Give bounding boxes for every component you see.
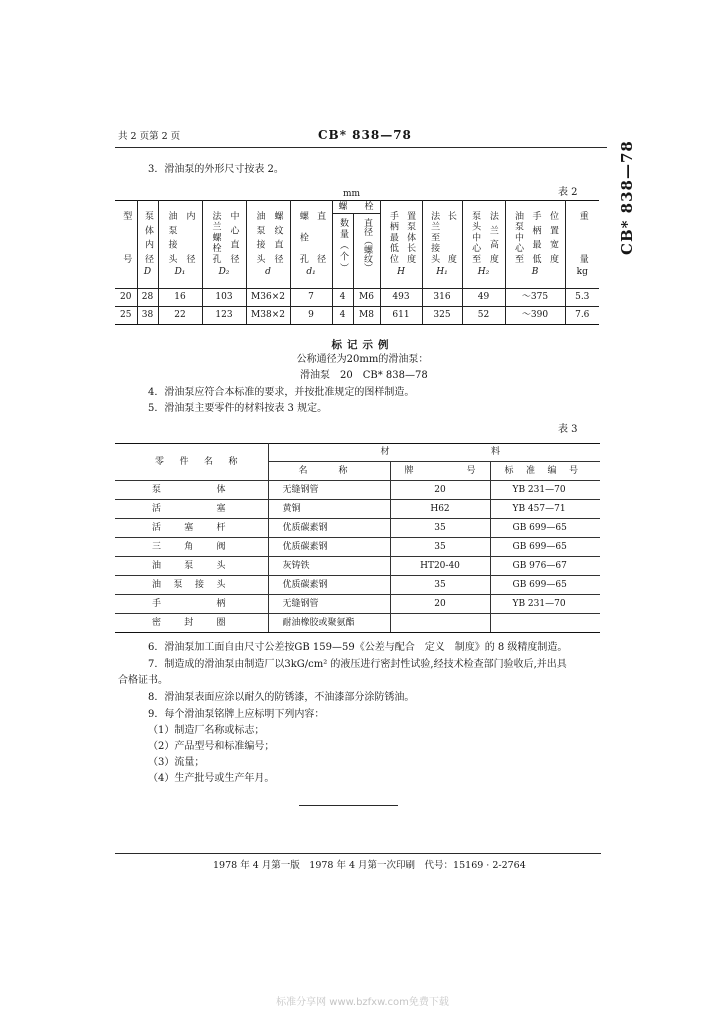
clause-7-line-1: 7．制造成的滑油泵由制造厂以3kG/cm² 的液压进行密封性试验,经技术检查部门验收后,并出具: [148, 659, 567, 670]
table-row: [115, 500, 600, 519]
clause-9-item: （4）生产批号或生产年月。: [148, 773, 275, 784]
bolt-group-header: 螺栓: [332, 201, 380, 214]
clause-4: 4．滑油泵应符合本标准的要求，并按批准规定的图样制造。: [148, 387, 415, 398]
table2-header-3: [202, 201, 246, 289]
table2-header-text-group: [381, 201, 422, 263]
table-cell: 5.3: [565, 289, 599, 307]
clause-7-line-2: 合格证书。: [118, 675, 168, 686]
table-cell: 三角阀: [115, 538, 268, 557]
table-cell: M6: [353, 289, 380, 307]
table-cell: 泵体: [115, 481, 268, 500]
table-row: [115, 614, 600, 633]
table2-header-text: 内径: [184, 211, 195, 263]
table2-header-text: 油泵接头: [166, 211, 177, 263]
table2-header-0: [115, 201, 137, 289]
table-cell: M8: [353, 307, 380, 325]
table2-header-text: 螺栓孔: [297, 211, 308, 263]
standard-code-header: CB* 838—78: [318, 128, 412, 142]
table-cell: [490, 614, 600, 633]
table-cell: 黄铜: [268, 500, 390, 519]
table2-header-text: 法兰高度: [487, 211, 498, 263]
clause-9-item: （1）制造厂名称或标志；: [148, 725, 265, 736]
table2-header-11: [505, 201, 565, 289]
table-row: [115, 595, 600, 614]
table3-header-row: [115, 444, 600, 462]
table2-header-symbol: D: [143, 267, 152, 277]
clause-8: 8．滑油泵表面应涂以耐久的防锈漆，不油漆部分涂防锈油。: [148, 692, 415, 703]
clause-3: 3．滑油泵的外形尺寸按表 2。: [148, 164, 284, 175]
table-cell: 20: [390, 595, 490, 614]
table-cell: 优质碳素钢: [268, 519, 390, 538]
table-cell: 4: [332, 307, 353, 325]
table-cell: 优质碳素钢: [268, 576, 390, 595]
clause-9-item: （3）流量；: [148, 757, 205, 768]
footer-divider: [115, 853, 601, 854]
dimension-table: [115, 200, 599, 325]
table3-caption: 表 3: [558, 424, 578, 435]
table-cell: 灰铸铁: [268, 557, 390, 576]
table-cell: 22: [158, 307, 202, 325]
table2-header-symbol: D₁: [174, 267, 186, 277]
table-cell: 123: [202, 307, 246, 325]
table2-header-9: [422, 201, 462, 289]
table-cell: 35: [390, 519, 490, 538]
table-cell: 16: [158, 289, 202, 307]
clause-9-item: （2）产品型号和标准编号；: [148, 741, 275, 752]
table2-header-symbol: H₁: [436, 267, 448, 277]
table-cell: GB 699—65: [490, 576, 600, 595]
table-row: [115, 289, 599, 307]
table2-header-text-group: [566, 201, 600, 263]
table2-header-2: [158, 201, 202, 289]
table2-header-text: 位置宽度: [548, 211, 559, 263]
table-row: [115, 519, 600, 538]
publication-info: 1978 年 4 月第一版 1978 年 4 月第一次印刷 代号：15169 · 2-2764: [213, 860, 526, 871]
table-row: [115, 481, 600, 500]
table-cell: 无缝钢管: [268, 481, 390, 500]
clause-6: 6．滑油泵加工面自由尺寸公差按GB 159—59《公差与配合 定义 制度》的 8 级精度制造。: [148, 642, 568, 653]
table-cell: GB 699—65: [490, 519, 600, 538]
table2-header-text-group: [203, 201, 246, 263]
table2-header-7: [353, 214, 380, 289]
table2-header-text: 油泵接头: [254, 211, 265, 263]
table2-header-row: [115, 201, 599, 214]
table-cell: 52: [462, 307, 505, 325]
table2-header-text: 手柄最低位: [387, 211, 398, 263]
clause-9: 9．每个滑油泵铭牌上应标明下列内容：: [148, 709, 325, 720]
table2-header-text: 油泵中心至: [513, 211, 524, 263]
table-cell: 油泵头: [115, 557, 268, 576]
table-cell: 20: [390, 481, 490, 500]
table-cell: GB 976—67: [490, 557, 600, 576]
table2-header-text: 长度: [445, 211, 456, 263]
table2-header-text: 螺纹直径: [272, 211, 283, 263]
table-cell: M36×2: [246, 289, 290, 307]
table-cell: HT20-40: [390, 557, 490, 576]
table-row: [115, 307, 599, 325]
table-cell: 611: [380, 307, 422, 325]
table2-header-symbol: H₂: [477, 267, 490, 277]
table2-header-symbol: B: [531, 267, 539, 277]
clause-5: 5．滑油泵主要零件的材料按表 3 规定。: [148, 403, 328, 414]
table2-header-1: [137, 201, 158, 289]
table2-body: [115, 289, 599, 325]
material-name-header: 名称: [268, 462, 390, 481]
table-cell: 25: [115, 307, 137, 325]
table2-header-text: 泵头中心至: [470, 211, 481, 263]
table2-header-text-group: [506, 201, 565, 263]
table2-header-symbol: D₂: [218, 267, 230, 277]
table2-header-text-group: [291, 201, 332, 263]
table2-header-5: [290, 201, 332, 289]
material-table: [115, 443, 600, 633]
table-cell: 耐油橡胶或聚氨酯: [268, 614, 390, 633]
table2-header-text: 手柄最低: [530, 211, 541, 263]
table-cell: 35: [390, 576, 490, 595]
table2-header-text-group: [159, 201, 202, 263]
table-cell: H62: [390, 500, 490, 519]
table-cell: 38: [137, 307, 158, 325]
table-row: [115, 557, 600, 576]
table-cell: ～375: [505, 289, 565, 307]
table-cell: 20: [115, 289, 137, 307]
table2-header-text: 中心直径: [228, 211, 239, 263]
table2-header-text: 置泵体长度: [405, 211, 416, 263]
table-cell: 103: [202, 289, 246, 307]
table3-body: [115, 481, 600, 633]
table2-header-text: 法兰至接头: [429, 211, 440, 263]
table-cell: 活塞杆: [115, 519, 268, 538]
table2-header-text: 法兰螺栓孔: [210, 211, 221, 263]
watermark: 标准分享网 www.bzfxw.com免费下载: [276, 997, 449, 1008]
table-row: [115, 576, 600, 595]
table2-header-6: [332, 214, 353, 289]
table-cell: 活塞: [115, 500, 268, 519]
table-cell: YB 231—70: [490, 481, 600, 500]
table-cell: YB 231—70: [490, 595, 600, 614]
table-cell: 无缝钢管: [268, 595, 390, 614]
table2-caption: 表 2: [558, 187, 578, 198]
table2-header-text-group: [333, 214, 353, 272]
table2-header-text: 数量（个）: [338, 218, 348, 272]
material-header: 材料: [268, 444, 600, 462]
table2-header-4: [246, 201, 290, 289]
table-cell: 28: [137, 289, 158, 307]
table2-header-10: [462, 201, 505, 289]
end-of-text-rule: [299, 805, 398, 806]
marking-example-description: 公称通径为20mm的滑油泵：: [296, 354, 429, 365]
table2-header-8: [380, 201, 422, 289]
table2-header-symbol: d: [265, 267, 271, 277]
table2-header-12: [565, 201, 599, 289]
table-cell: 49: [462, 289, 505, 307]
table2-header-text: 泵体内径: [143, 211, 153, 263]
table2-header-text-group: [423, 201, 462, 263]
table-row: [115, 538, 600, 557]
table2-header-symbol: H: [397, 267, 405, 277]
table2-unit: mm: [343, 189, 361, 199]
table2-header-text: 直径（螺纹）: [362, 218, 372, 272]
table-cell: 优质碳素钢: [268, 538, 390, 557]
table-cell: 316: [422, 289, 462, 307]
table2-header-text-group: [247, 201, 290, 263]
table2-header-symbol: d₁: [306, 267, 316, 277]
table2-header-text-group: [138, 201, 158, 263]
table-cell: 493: [380, 289, 422, 307]
table-cell: 7: [290, 289, 332, 307]
table2-header-text: 重量: [577, 211, 588, 263]
marking-example-title: 标记示例: [331, 339, 394, 351]
table-cell: 325: [422, 307, 462, 325]
material-grade-header: 牌号: [390, 462, 490, 481]
table-cell: 35: [390, 538, 490, 557]
table2-header-text-group: [115, 201, 137, 263]
header-divider: [115, 147, 607, 148]
table-cell: 9: [290, 307, 332, 325]
side-standard-code: CB* 838—78: [618, 140, 636, 255]
table-cell: ～390: [505, 307, 565, 325]
table-cell: YB 457—71: [490, 500, 600, 519]
table-cell: M38×2: [246, 307, 290, 325]
table2-header-text: 型号: [121, 211, 132, 263]
table2-header-symbol: kg: [576, 267, 588, 277]
table-cell: 7.6: [565, 307, 599, 325]
part-name-header: 零件名称: [115, 444, 268, 481]
table-cell: 密封圈: [115, 614, 268, 633]
table2-header-text-group: [354, 214, 380, 272]
table-cell: 手柄: [115, 595, 268, 614]
table2-header-text: 直径: [315, 211, 326, 263]
table-cell: [390, 614, 490, 633]
material-standard-header: 标准编号: [490, 462, 600, 481]
marking-example-code: 滑油泵 20 CB* 838—78: [300, 370, 428, 381]
table-cell: 4: [332, 289, 353, 307]
table-cell: 油泵接头: [115, 576, 268, 595]
table2-header-text-group: [463, 201, 505, 263]
table-cell: GB 699—65: [490, 538, 600, 557]
page-number-info: 共 2 页第 2 页: [118, 131, 181, 142]
